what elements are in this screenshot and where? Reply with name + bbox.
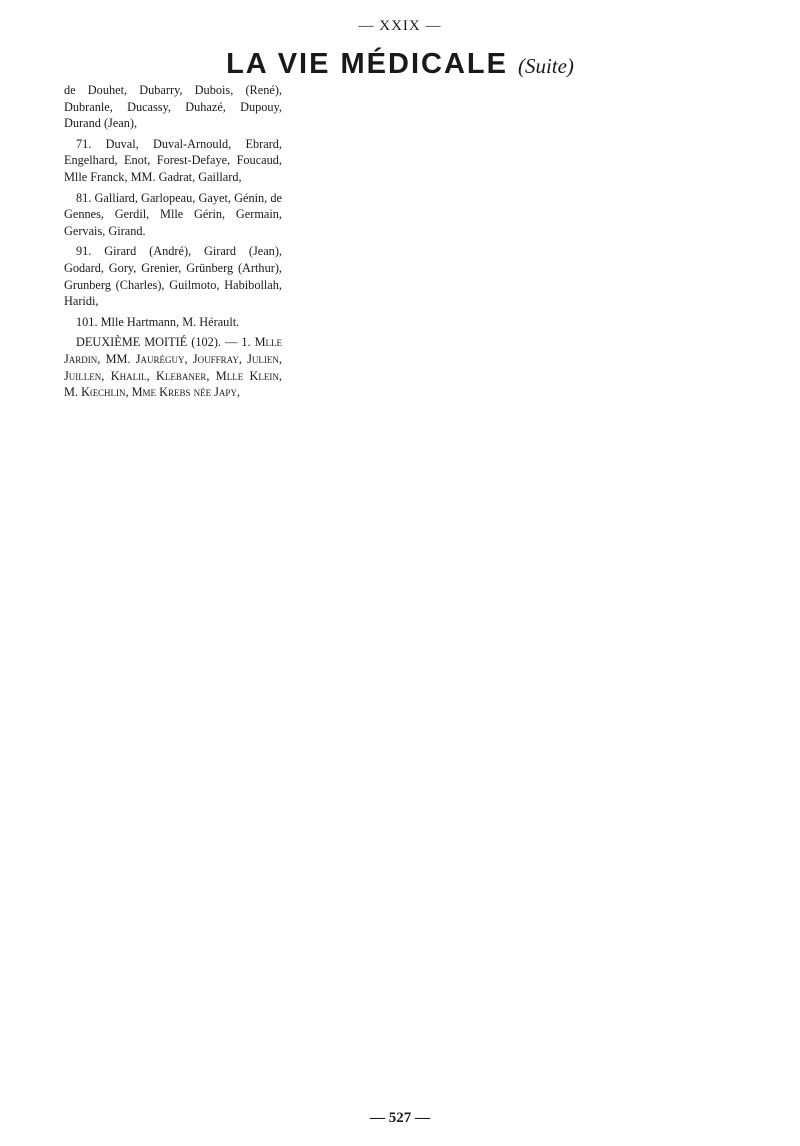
header-folio: — XXIX — [358, 18, 442, 34]
page-number: — 527 — [370, 1110, 430, 1126]
journal-title: LA VIE MÉDICALE [226, 48, 508, 80]
column-1-paragraph: 91. Girard (André), Girard (Jean), Godard, Gory, Grenier, Grünberg (Arthur), Grunberg (Charles), Guilmoto, Habibollah, Haridi, [64, 244, 282, 309]
column-1-paragraph: 81. Galliard, Garlopeau, Gayet, Génin, de Gennes, Gerdil, Mlle Gérin, Germain, Gervais, Girand. [64, 190, 282, 238]
title-suffix: (Suite) [517, 54, 574, 78]
column-1-paragraph: 71. Duval, Duval-Arnould, Ebrard, Engelhard, Enot, Forest-Defaye, Foucaud, Mlle Franck, MM. Gadrat, Gaillard, [64, 136, 282, 184]
column-1-paragraph: 101. Mlle Hartmann, M. Hérault. [76, 314, 240, 329]
column-1 [64, 82, 282, 405]
column-1-paragraph: de Douhet, Dubarry, Dubois, (René), Dubranle, Ducassy, Duhazé, Dupouy, Durand (Jean), [64, 83, 282, 131]
masthead [0, 48, 800, 81]
column-1-section-heading: DEUXIÈME MOITIÉ (102). — 1. Mlle Jardin, MM. Jauréguy, Jouffray, Julien, Juillen, Khalil, Klebaner, Mlle Klein, M. Kœchlin, Mme Krebs née Japy, [64, 335, 282, 400]
